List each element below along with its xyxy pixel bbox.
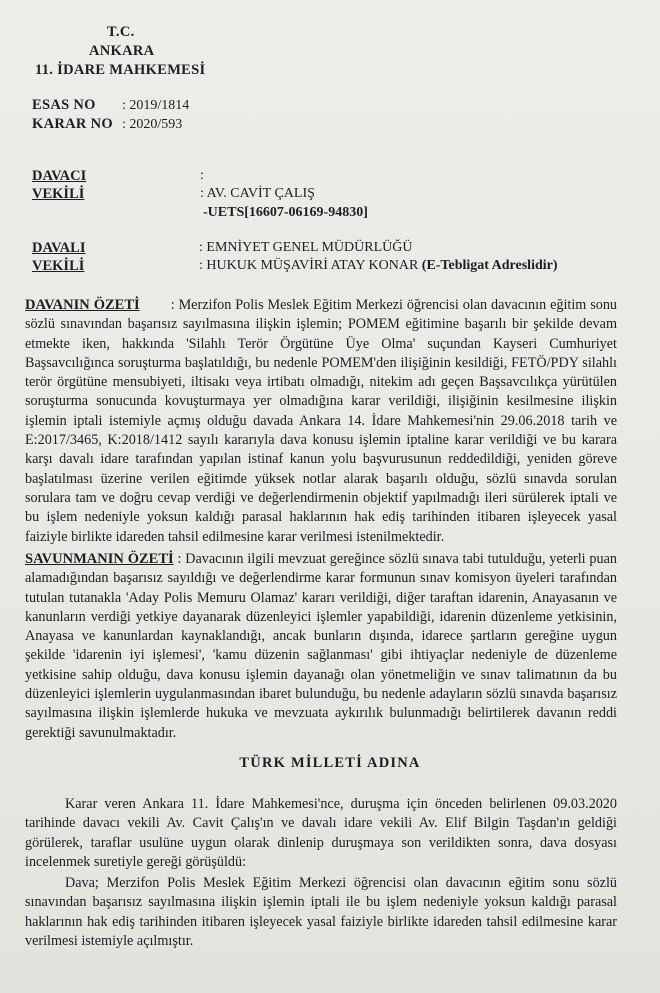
savunmanin-ozeti-text: : Davacının ilgili mevzuat gereğince sözlü sınava tabi tutulduğu, yeterli puan alamadığından başarısız sayıldığı ve değerlendirme karar formunun sınav komisyon üyeleri tarafından tutulan tutanakla 'Aday Polis Memuru Olamaz' kararı verildiği, diğer taraftan idarenin, Anayasanın ve kanunların verdiği yetkiye dayanarak düzenleyici işlemler yapabildiği, idarenin düzenleme yetkisinin, Anayasa ve kanunlardan kaynaklandığı, ancak bunların dışında, idarece şartların gereğine uygun şekilde 'idarenin iyi işlemesi', 'kamu düzenin sağlanması' gibi ihtiyaçlar nedeniyle de düzenleme yetkisine sahip olduğu, dava konusu işlemin dayanağı olan yönetmeliğin ve sınav talimatının da bu düzenleyici işlemlerin uygulanmasından ibaret bulunduğu, bu nedenle adayların sözlü sınavda başarısız sayılmasına ilişkin işlemlerde hukuka ve mevzuata aykırılık bulunmadığı belirtilerek davanın reddi gerektiği savunulmaktadır. xyxy=(25,551,617,741)
davanin-ozeti-paragraph xyxy=(25,296,617,547)
karar-paragraph: Karar veren Ankara 11. İdare Mahkemesi'nce, duruşma için önceden belirlenen 09.03.2020 tarihinde davacı vekili Av. Cavit Çalış'ın ve davalı idare vekili Av. Elif Bilgin Taşdan'ın geldiği görülerek, taraflar usulüne uygun olarak dinlenip duruşmaya son verildikten sonra, dava dosyası incelenmek suretiyle gereği görüşüldü: xyxy=(25,796,617,870)
savunmanin-ozeti-heading: SAVUNMANIN ÖZETİ xyxy=(25,551,174,567)
dava-paragraph: Dava; Merzifon Polis Meslek Eğitim Merkezi öğrencisi olan davacının eğitim sonu sözlü sınavından başarısız sayılmasına ilişkin işlemin iptali ile bu işlem nedeniyle yoksun kaldığı parasal haklarının hak ediş tarihinden itibaren işleyecek yasal faiziyle birlikte idareden tahsil edilmesine karar verilmesi istemiyle açılmıştır. xyxy=(25,875,617,949)
davali-value: : EMNİYET GENEL MÜDÜRLÜĞÜ xyxy=(199,240,413,255)
karar-no-label: KARAR NO xyxy=(32,116,113,132)
davanin-ozeti-heading: DAVANIN ÖZETİ xyxy=(25,297,140,313)
uets-address: -UETS[16607-06169-94830] xyxy=(203,205,368,220)
davaci-value: : xyxy=(200,168,204,183)
savunmanin-ozeti-paragraph xyxy=(25,550,617,743)
karar-no-value: : 2020/593 xyxy=(122,117,183,132)
vekili-value-1: : AV. CAVİT ÇALIŞ xyxy=(200,186,315,201)
davaci-label: DAVACI xyxy=(32,168,87,184)
vekili-value-2: : HUKUK MÜŞAVİRİ ATAY KONAR (E-Tebligat Adreslidir) xyxy=(199,258,558,273)
e-tebligat-note: (E-Tebligat Adreslidir) xyxy=(421,258,558,273)
davali-label: DAVALI xyxy=(32,240,86,256)
vekili-label-2: VEKİLİ xyxy=(32,258,85,274)
header-court: 11. İDARE MAHKEMESİ xyxy=(35,62,206,78)
vekili-label-1: VEKİLİ xyxy=(32,186,85,202)
esas-no-value: : 2019/1814 xyxy=(122,98,190,113)
header-city: ANKARA xyxy=(89,43,155,59)
turk-milleti-adina-title: TÜRK MİLLETİ ADINA xyxy=(239,755,421,771)
esas-no-label: ESAS NO xyxy=(32,97,96,113)
header-tc: T.C. xyxy=(107,24,135,40)
davanin-ozeti-text: : Merzifon Polis Meslek Eğitim Merkezi öğrencisi olan davacının eğitim sonu sözlü sınavından başarısız sayılmasına ilişkin işlemin; POMEM eğitimine başarılı bir şekilde devam etmekte iken, hakkında 'Silahlı Terör Örgütüne Üye Olma' suçundan Kayseri Cumhuriyet Başsavcılığınca soruşturma başlatıldığı, bu nedenle POMEM'den ilişiğinin kesildiği, FETÖ/PDY silahlı terör örgütüne mensubiyeti, iltisakı veya irtibatı olmadığı, nitekim adı geçen Başsavcılıkça yürütülen soruşturma sonucunda kovuşturmaya yer olmadığına karar verildiği, ilişiğinin kesilmesine ilişkin işlemin iptali istemiyle açmış olduğu davada Ankara 14. İdare Mahkemesi'nin 29.06.2018 tarih ve E:2017/3465, K:2018/1412 sayılı kararıyla dava konusu işlemin iptaline karar verildiği ve bu karara karşı davalı idare tarafından yapılan istinaf kanun yolu başvurusunun reddedildiği, yeniden göreve başlatılması üzerine verilen eğitimde yüksek notlar alarak başarılı olduğu, sözlü sınavda sorulan sorulara tam ve doğru cevap verdiği ve değerlendirmenin objektif yapılmadığı ileri sürülerek iptali ve bu işlem nedeniyle yoksun kaldığı parasal haklarının hak ediş tarihinden itibaren işleyecek yasal faiziyle birlikte idareden tahsil edilmesine karar verilmesi istenilmektedir. xyxy=(25,297,618,545)
